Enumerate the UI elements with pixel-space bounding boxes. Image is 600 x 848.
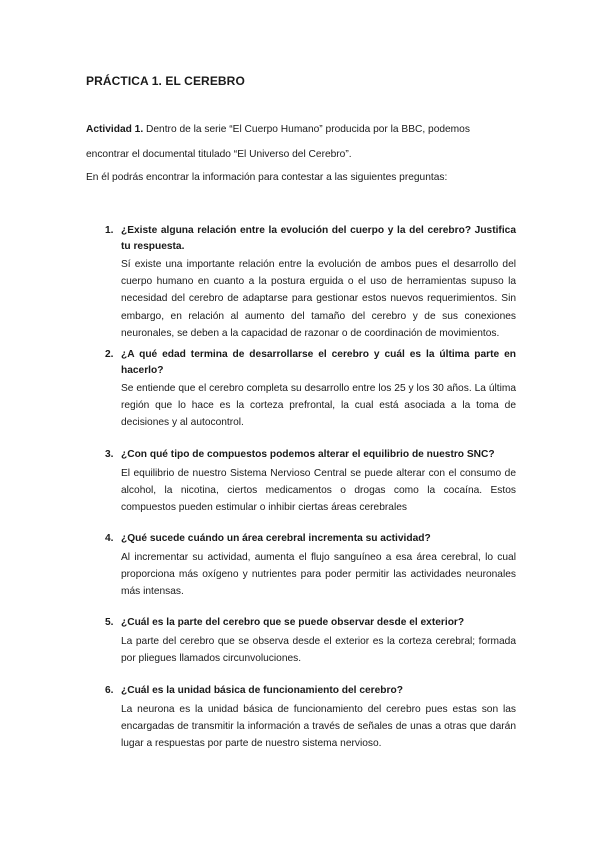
question-text: ¿A qué edad termina de desarrollarse el cerebro y cuál es la última parte en hacerlo?: [121, 349, 516, 376]
question-number: 1.: [105, 225, 114, 236]
intro-text-1: Dentro de la serie “El Cuerpo Humano” producida por la BBC, podemos: [146, 124, 470, 135]
answer-text: Sí existe una importante relación entre la evolución de ambos pues el desarrollo del cuerpo humano en cuanto a la postura erguida o el uso de herramientas supuso la necesidad del cerebro de adaptarse para gestionar estos nuevos requerimientos. Sin embargo, en relación al aumento del tamaño del cerebro y de sus conexiones neuronales, se deben a la capacidad de razonar o de coordinación de movimientos.: [121, 259, 516, 339]
question-number: 2.: [105, 349, 114, 360]
question-text: ¿Qué sucede cuándo un área cerebral incrementa su actividad?: [121, 533, 431, 544]
answer-text: Al incrementar su actividad, aumenta el flujo sanguíneo a esa área cerebral, lo cual proporciona más oxígeno y nutrientes para poder permitir las actividades neuronales más intensas.: [121, 552, 516, 598]
question-text: ¿Existe alguna relación entre la evolución del cuerpo y la del cerebro? Justifica tu respuesta.: [121, 225, 516, 252]
question-text: ¿Cuál es la parte del cerebro que se puede observar desde el exterior?: [121, 617, 465, 628]
answer-text: Se entiende que el cerebro completa su desarrollo entre los 25 y los 30 años. La última región que lo hace es la corteza prefrontal, la cual está asociada a la toma de decisiones y al autocontrol.: [121, 383, 516, 429]
question-number: 5.: [105, 617, 114, 628]
activity-label: Actividad 1.: [86, 124, 144, 135]
intro-line-2: encontrar el documental titulado “El Universo del Cerebro”.: [86, 149, 352, 160]
answer-text: La neurona es la unidad básica de funcionamiento del cerebro pues estas son las encargadas de transmitir la información a través de señales de unas a otras que darán lugar a respuestas por parte de nuestro sistema nervioso.: [121, 704, 516, 750]
intro-line-1: [86, 123, 470, 137]
question-text: ¿Con qué tipo de compuestos podemos alterar el equilibrio de nuestro SNC?: [121, 449, 495, 460]
question-number: 3.: [105, 449, 114, 460]
question-number: 6.: [105, 685, 114, 696]
question-number: 4.: [105, 533, 114, 544]
intro-line-3: En él podrás encontrar la información para contestar a las siguientes preguntas:: [86, 172, 448, 183]
page-title: PRÁCTICA 1. EL CEREBRO: [86, 74, 245, 88]
question-text: ¿Cuál es la unidad básica de funcionamiento del cerebro?: [121, 685, 403, 696]
answer-text: La parte del cerebro que se observa desde el exterior es la corteza cerebral; formada por pliegues llamados circunvoluciones.: [121, 636, 516, 665]
answer-text: El equilibrio de nuestro Sistema Nervioso Central se puede alterar con el consumo de alcohol, la nicotina, ciertos medicamentos o drogas como la cocaína. Estos compuestos pueden estimular o inhibir ciertas áreas cerebrales: [121, 468, 516, 514]
